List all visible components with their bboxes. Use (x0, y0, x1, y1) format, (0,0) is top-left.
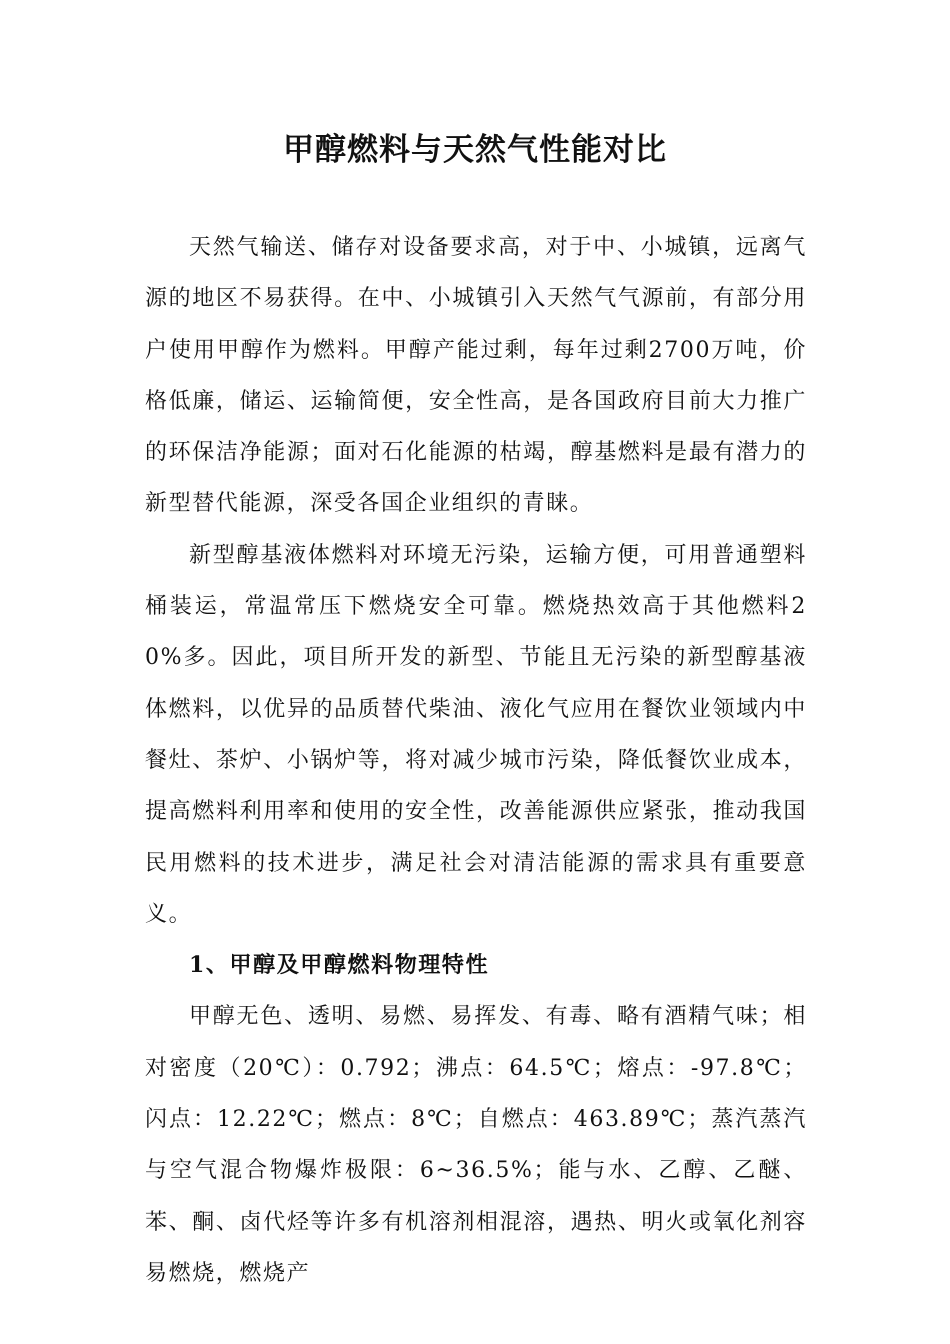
section-heading: 1、甲醇及甲醇燃料物理特性 (189, 952, 490, 979)
document-title: 甲醇燃料与天然气性能对比 (283, 132, 667, 168)
document-body (145, 222, 807, 1299)
paragraph-natural-gas: 天然气输送、储存对设备要求高，对于中、小城镇，远离气源的地区不易获得。在中、小城镇引入天然气气源前，有部分用户使用甲醇作为燃料。甲醇产能过剩，每年过剩2700万吨，价格低廉，储运、运输简便，安全性高，是各国政府目前大力推广的环保洁净能源；面对石化能源的枯竭，醇基燃料是最有潜力的新型替代能源，深受各国企业组织的青睐。 (145, 235, 807, 517)
paragraph-alcohol-fuel: 新型醇基液体燃料对环境无污染，运输方便，可用普通塑料桶装运，常温常压下燃烧安全可靠。燃烧热效高于其他燃料20%多。因此，项目所开发的新型、节能且无污染的新型醇基液体燃料，以优异的品质替代柴油、液化气应用在餐饮业领域内中餐灶、茶炉、小锅炉等，将对减少城市污染，降低餐饮业成本，提高燃料利用率和使用的安全性，改善能源供应紧张，推动我国民用燃料的技术进步，满足社会对清洁能源的需求具有重要意义。 (145, 542, 807, 927)
paragraph-physical-properties: 甲醇无色、透明、易燃、易挥发、有毒、略有酒精气味；相对密度（20℃）：0.792；沸点：64.5℃；熔点：-97.8℃；闪点：12.22℃；燃点：8℃；自燃点：463.89℃；蒸汽蒸汽与空气混合物爆炸极限：6~36.5%；能与水、乙醇、乙醚、苯、酮、卤代烃等许多有机溶剂相混溶，遇热、明火或氧化剂容易燃烧，燃烧产 (145, 1004, 807, 1286)
